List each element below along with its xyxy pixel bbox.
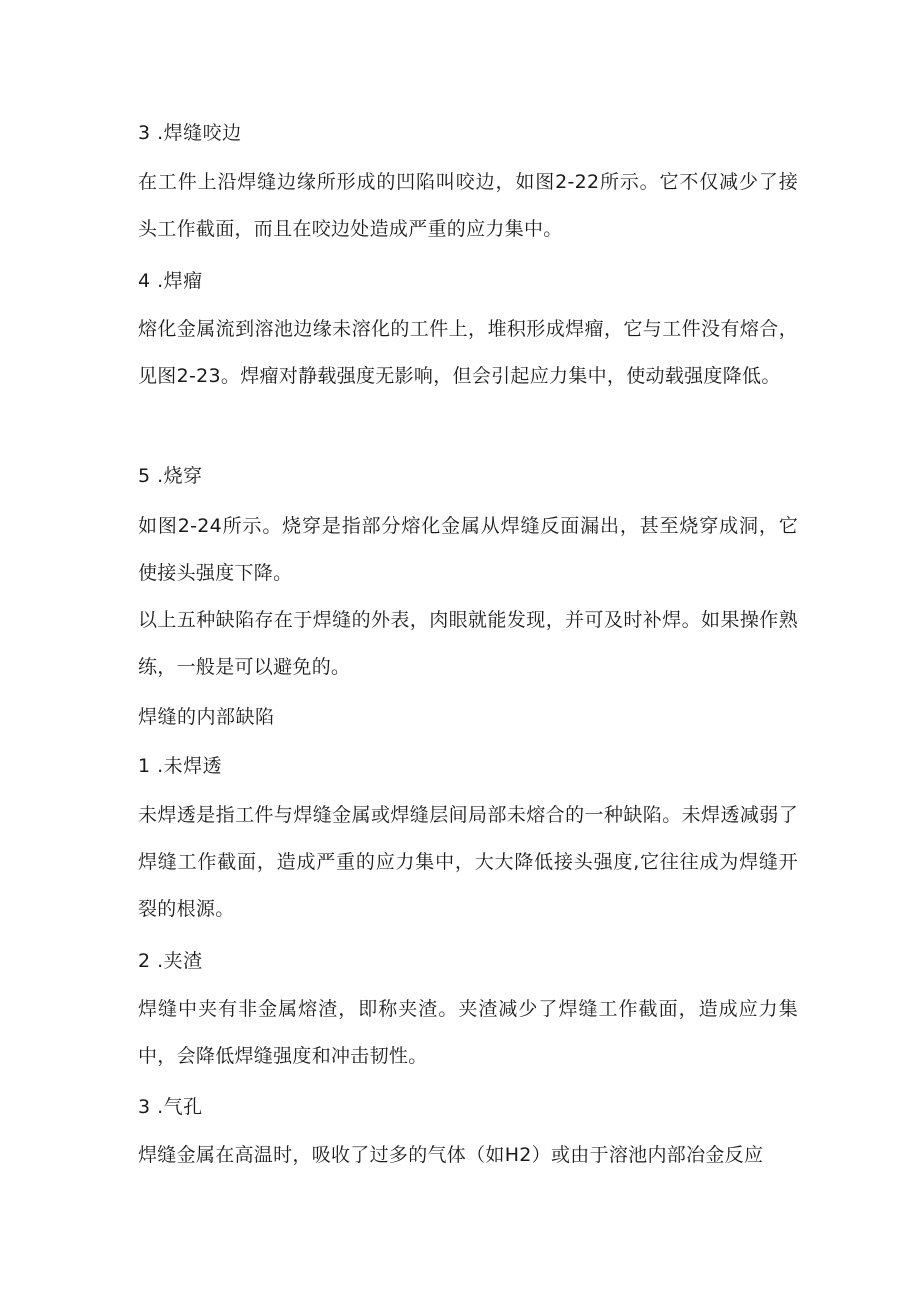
section-heading-burn-through: 5 .烧穿 [138, 465, 203, 487]
paragraph-surface-defects-summary: 以上五种缺陷存在于焊缝的外表，肉眼就能发现，并可及时补焊。如果操作熟练，一般是可以避免的。 [138, 609, 798, 678]
section-heading-undercut: 3 .焊缝咬边 [138, 122, 242, 144]
paragraph-porosity: 焊缝金属在高温时，吸收了过多的气体（如H2）或由于溶池内部冶金反应 [138, 1144, 764, 1166]
paragraph-undercut: 在工件上沿焊缝边缘所形成的凹陷叫咬边，如图2-22所示。它不仅减少了接头工作截面，而且在咬边处造成严重的应力集中。 [138, 171, 798, 240]
section-heading-weld-overlap: 4 .焊瘤 [138, 270, 203, 292]
paragraph-slag-inclusion: 焊缝中夹有非金属熔渣，即称夹渣。夹渣减少了焊缝工作截面，造成应力集中，会降低焊缝强度和冲击韧性。 [138, 998, 798, 1067]
paragraph-weld-overlap: 熔化金属流到溶池边缘未溶化的工件上，堆积形成焊瘤，它与工件没有熔合，见图2-23。焊瘤对静载强度无影响，但会引起应力集中，使动载强度降低。 [138, 318, 798, 387]
section-heading-porosity: 3 .气孔 [138, 1096, 203, 1118]
section-heading-incomplete-penetration: 1 .未焊透 [138, 755, 223, 777]
section-heading-slag-inclusion: 2 .夹渣 [138, 950, 203, 972]
paragraph-burn-through: 如图2-24所示。烧穿是指部分熔化金属从焊缝反面漏出，甚至烧穿成洞，它使接头强度下降。 [138, 515, 798, 584]
paragraph-incomplete-penetration: 未焊透是指工件与焊缝金属或焊缝层间局部未熔合的一种缺陷。未焊透减弱了焊缝工作截面，造成严重的应力集中，大大降低接头强度,它往往成为焊缝开裂的根源。 [138, 804, 798, 920]
section-heading-internal-defects: 焊缝的内部缺陷 [138, 706, 275, 728]
